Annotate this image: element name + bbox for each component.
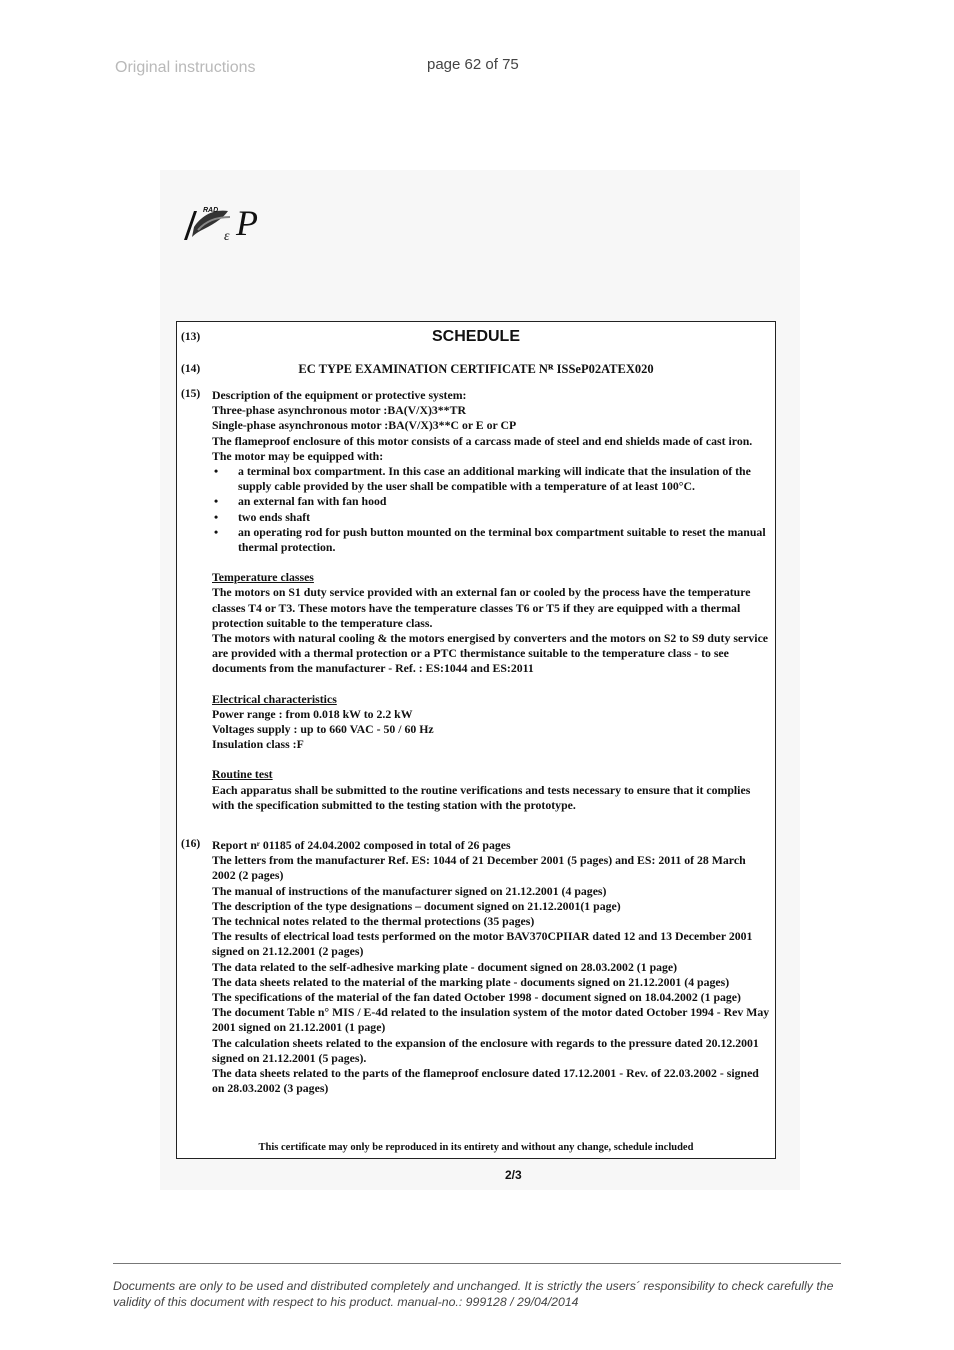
svg-text:P: P [236, 203, 258, 243]
report-line: The manual of instructions of the manufacturer signed on 21.12.2001 (4 pages) [212, 883, 607, 898]
temperature-heading: Temperature classes [212, 570, 314, 585]
report-line: The data sheets related to the parts of the flameproof enclosure dated 17.12.2001 - Rev. of 22.03.2002 - signed on 28.03.2002 (3 pages) [212, 1066, 759, 1096]
routine-heading: Routine test [212, 767, 273, 782]
item-number-15: (15) [181, 388, 201, 400]
scan-page-number: 2/3 [505, 1168, 522, 1182]
header-original-instructions: Original instructions [115, 59, 256, 76]
report-line: The results of electrical load tests performed on the motor BAV370CPIIAR dated 12 and 13 December 2001 signed on 21.12.2001 (2 pages) [212, 929, 753, 959]
report-line: The document Table n° MIS / E-4d related to the insulation system of the motor dated October 1994 - Rev May 2001 signed on 21.12.2001 (1 page) [212, 1005, 770, 1035]
insulation-class: Insulation class :F [212, 737, 304, 752]
single-phase-motor: Single-phase asynchronous motor :BA(V/X)3**C or E or CP [212, 418, 517, 433]
temperature-text-1: The motors on S1 duty service provided with an external fan or cooled by the process have the temperature classes T4 or T3. These motors have the temperature classes T6 or T5 if they are equipped with a thermal protection suitable to the temperature class. [212, 585, 751, 630]
routine-text: Each apparatus shall be submitted to the routine verifications and tests necessary to ensure that it complies with the specification submitted to the testing station with the prototype. [212, 782, 751, 812]
item-number-16: (16) [181, 838, 201, 850]
report-line: Report nʳ 01185 of 24.04.2002 composed in total of 26 pages [212, 838, 511, 852]
report-line: The data sheets related to the material of the marking plate - documents signed on 21.12.2001 (4 pages) [212, 974, 730, 989]
schedule-frame [176, 321, 776, 1159]
page-number: page 62 of 75 [427, 56, 519, 73]
equipped-intro: The motor may be equipped with: [212, 448, 384, 463]
bullet-icon: • [214, 464, 219, 479]
svg-text:RAD: RAD [203, 207, 219, 214]
list-item: • an operating rod for push button mounted on the terminal box compartment suitable to reset the manual thermal protection. [214, 524, 766, 555]
description-intro: Description of the equipment or protective system: [212, 388, 467, 402]
issep-logo [180, 203, 290, 243]
three-phase-motor: Three-phase asynchronous motor :BA(V/X)3**TR [212, 403, 466, 418]
report-line: The technical notes related to the thermal protections (35 pages) [212, 914, 535, 929]
report-line: The letters from the manufacturer Ref. ES: 1044 of 21 December 2001 (5 pages) and ES: 2011 of 28 March 2002 (2 pages) [212, 853, 746, 883]
bullet-icon: • [214, 509, 219, 524]
flameproof-text: The flameproof enclosure of this motor consists of a carcass made of steel and end shields made of cast iron. [212, 433, 753, 448]
report-documents [212, 838, 772, 1096]
list-item: • an external fan with fan hood [214, 494, 387, 509]
svg-text:ε: ε [224, 229, 230, 243]
reproduction-note: This certificate may only be reproduced in its entirety and without any change, schedule included [258, 1142, 694, 1153]
certificate-title: EC TYPE EXAMINATION CERTIFICATE Nᴿ ISSeP02ATEX020 [298, 362, 654, 376]
report-line: The calculation sheets related to the expansion of the enclosure with regards to the pressure dated 20.12.2001 signed on 21.12.2001 (5 pages). [212, 1035, 759, 1065]
footer-disclaimer: Documents are only to be used and distributed completely and unchanged. It is strictly the users´ responsibility to check carefully the validity of this document with respect to his product. manual-no.: 999128 / 29/04/2014 [113, 1279, 834, 1309]
schedule-title: SCHEDULE [431, 328, 520, 345]
report-line: The data related to the self-adhesive marking plate - document signed on 28.03.2002 (1 page) [212, 959, 678, 974]
equipment-list [212, 464, 772, 555]
power-range: Power range : from 0.018 kW to 2.2 kW [212, 706, 413, 721]
item-number-14: (14) [181, 363, 201, 375]
list-item: • a terminal box compartment. In this case an additional marking will indicate that the insulation of the supply cable provided by the user shall be compatible with a temperature of at least 100°C. [214, 464, 751, 494]
temperature-text-2: The motors with natural cooling & the motors energised by converters and the motors on S2 to S9 duty service are provided with a thermal protection or a PTC thermistance suitable to the temperature class - to see documents from the manufacturer - Ref. : ES:1044 and ES:2011 [212, 631, 769, 676]
report-line: The description of the type designations – document signed on 21.12.2001(1 page) [212, 898, 621, 913]
bullet-icon: • [214, 524, 219, 539]
electrical-heading: Electrical characteristics [212, 691, 337, 706]
equipment-description [212, 388, 772, 813]
report-line: The specifications of the material of the fan dated October 1998 - document signed on 18.04.2002 (1 page) [212, 990, 741, 1005]
list-item: • two ends shaft [214, 509, 311, 524]
footer-divider [113, 1263, 841, 1264]
item-number-13: (13) [181, 331, 201, 343]
voltage-supply: Voltages supply : up to 660 VAC - 50 / 60 Hz [212, 722, 434, 737]
bullet-icon: • [214, 494, 219, 509]
